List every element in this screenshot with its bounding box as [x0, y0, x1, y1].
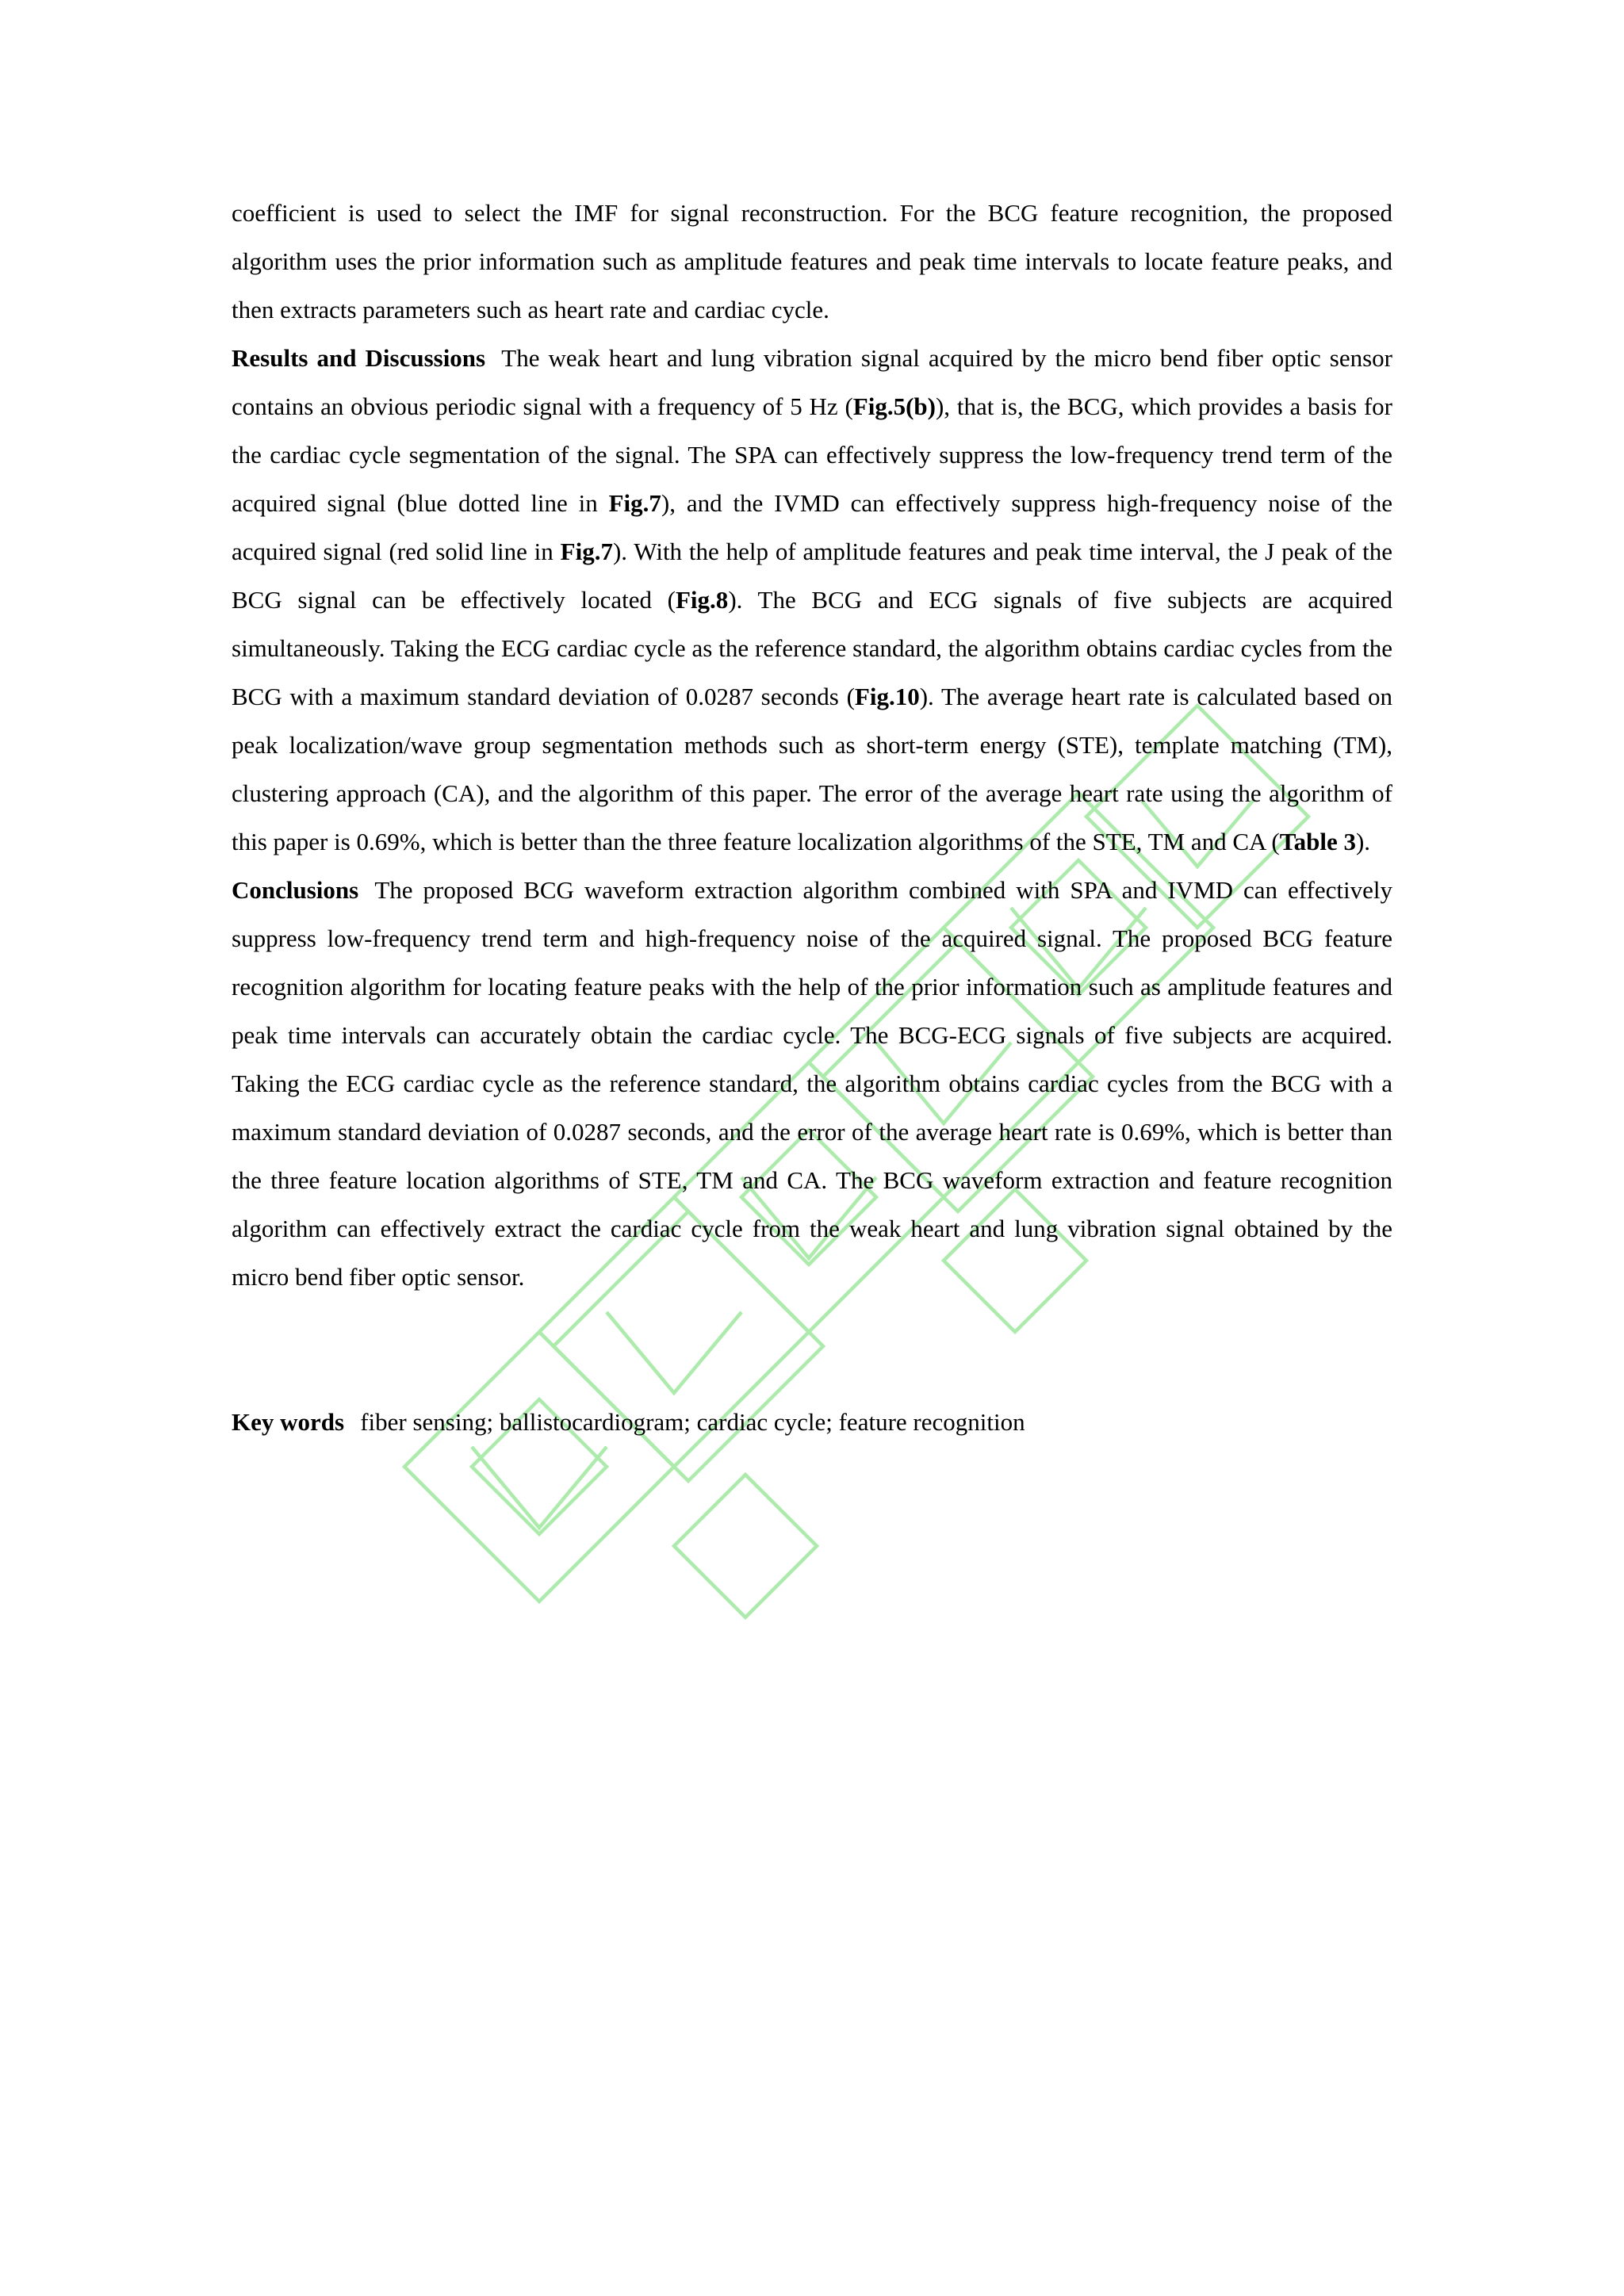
section-label: Results and Discussions: [232, 344, 486, 372]
bold-reference: Fig.8: [676, 586, 729, 614]
bold-reference: Fig.5(b): [852, 392, 936, 420]
bold-reference: Fig.7: [560, 538, 613, 565]
bold-reference: Fig.10: [854, 683, 920, 710]
body-text: coefficient is used to select the IMF for signal reconstruction. For the BCG feature recognition, the proposed algorithm uses the prior information such as amplitude features and peak time intervals to locate feature peaks, and then extracts parameters such as heart rate and cardiac cycle.: [232, 199, 1392, 323]
paragraph-keywords: [232, 1398, 1392, 1446]
section-label: Conclusions: [232, 876, 359, 904]
body-text: The proposed BCG waveform extraction algorithm combined with SPA and IVMD can effectively suppress low-frequency trend term and high-frequency noise of the acquired signal. The proposed BCG feature recognition algorithm for locating feature peaks with the help of the prior information such as amplitude features and peak time intervals can accurately obtain the cardiac cycle. The BCG-ECG signals of five subjects are acquired. Taking the ECG cardiac cycle as the reference standard, the algorithm obtains cardiac cycles from the BCG with a maximum standard deviation of 0.0287 seconds, and the error of the average heart rate is 0.69%, which is better than the three feature location algorithms of STE, TM and CA. The BCG waveform extraction and feature recognition algorithm can effectively extract the cardiac cycle from the weak heart and lung vibration signal obtained by the micro bend fiber optic sensor.: [232, 876, 1392, 1291]
body-text: ). With the help of amplitude features and peak time interval, the J peak of the BCG signal can be effectively located (: [232, 538, 1392, 614]
paragraph-conclusions: [232, 866, 1392, 1301]
body-text: The weak heart and lung vibration signal acquired by the micro bend fiber optic sensor contains an obvious periodic signal with a frequency of 5 Hz (: [232, 344, 1393, 420]
body-text: fiber sensing; ballistocardiogram; cardiac cycle; feature recognition: [360, 1408, 1025, 1436]
abstract-body: [232, 189, 1392, 1446]
bold-reference: Table 3: [1279, 828, 1356, 855]
paragraph-results-and-discussions: [232, 334, 1392, 866]
paragraph-methods-continuation: [232, 189, 1392, 334]
body-text: ).: [1355, 828, 1371, 855]
body-text: ). The BCG and ECG signals of five subjects are acquired simultaneously. Taking the ECG cardiac cycle as the reference standard, the algorithm obtains cardiac cycles from the BCG with a maximum standard deviation of 0.0287 seconds (: [232, 586, 1392, 710]
section-label: Key words: [232, 1408, 345, 1436]
bold-reference: Fig.7: [608, 489, 661, 517]
body-text: ). The average heart rate is calculated based on peak localization/wave group segmentation methods such as short-term energy (STE), template matching (TM), clustering approach (CA), and the algorithm of this paper. The error of the average heart rate using the algorithm of this paper is 0.69%, which is better than the three feature localization algorithms of the STE, TM and CA (: [232, 683, 1393, 855]
body-text: ), that is, the BCG, which provides a basis for the cardiac cycle segmentation of the signal. The SPA can effectively suppress the low-frequency trend term of the acquired signal (blue dotted line in: [232, 392, 1392, 517]
body-text: ), and the IVMD can effectively suppress high-frequency noise of the acquired signal (red solid line in: [232, 489, 1392, 565]
